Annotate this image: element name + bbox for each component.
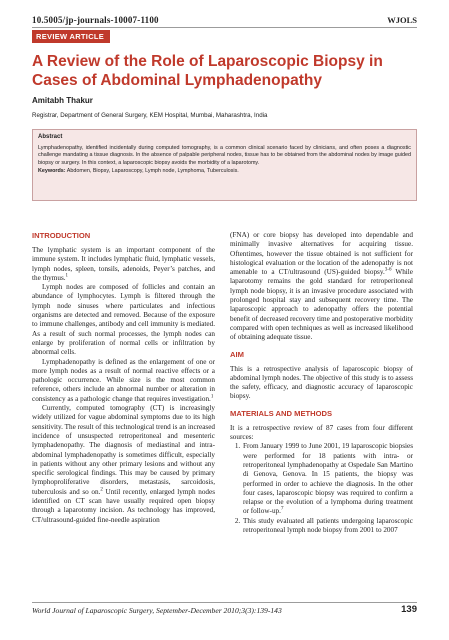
aim-paragraph: This is a retrospective analysis of laparoscopic biopsy of abdominal lymph nodes. The objective of this study is to assess the safety, efficacy, and diagnostic accuracy of laparoscopic biopsy.: [230, 364, 413, 401]
list-item: 2. This study evaluated all patients undergoing laparoscopic retroperitoneal lymph node biopsy from 2001 to 2007: [242, 517, 413, 536]
introduction-heading: INTRODUCTION: [32, 231, 91, 240]
intro-paragraph-5: (FNA) or core biopsy has developed into dependable and minimally invasive alternatives for acquiring tissue. Oftentimes, however the tissue obtained is not sufficient for histological evaluation or the location of the adenopathy is not amenable to a CT/ultrasound (US)-guided biopsy.$^{3-6}$ While laparotomy remains the gold standard for retroperitoneal lymph node biopsy, it is an invasive procedure associated with prolonged hospital stay and subsequent recovery time. The laparoscopic approach to adenopathy offers the potential benefit of decreased recovery time and postoperative morbidity compared with open techniques as well as increased likelihood of obtaining adequate tissue.: [230, 231, 413, 342]
abstract-text: Lymphadenopathy, identified incidentally during computed tomography, is a common clinical scenario faced by clinicians, and often poses a diagnostic challenge mandating a tissue diagnosis. In the absence of palpable peripheral nodes, tissue has to be obtained from the abdominal nodes by image guided biopsy or surgery. In this context, a laparoscopic biopsy avoids the morbidity of a laparotomy.: [38, 144, 411, 166]
footer-citation: World Journal of Laparoscopic Surgery, September-December 2010;3(3):139-143: [32, 606, 282, 615]
sources-list: [230, 442, 413, 535]
list-item: 1. From January 1999 to June 2001, 19 laparoscopic biopsies were performed for 18 patients with intra- or retroperitoneal lymphadenopathy at Ospedale San Martino di Genova, Genova. In 15 patients, the biopsy was performed in order to achieve the diagnosis. In the other four cases, laparoscopic biopsy was required to confirm a relapse or the evolution of a lymphoma during treatment or follow-up.$^7$: [242, 442, 413, 516]
keywords-text: Abdomen, Biopsy, Laparoscopy, Lymph node, Lymphoma, Tuberculosis.: [66, 168, 239, 175]
abstract-label: Abstract: [38, 134, 63, 140]
left-column: [32, 231, 215, 525]
right-column: [230, 231, 413, 535]
article-title: A Review of the Role of Laparoscopic Biopsy in Cases of Abdominal Lymphadenopathy: [32, 53, 383, 89]
reference-marker: 7: [280, 507, 284, 513]
abstract-box: [32, 129, 417, 201]
intro-paragraph-2: Lymph nodes are composed of follicles and contain an abundance of lymphocytes. Lymph is filtered through the lymph node sinuses where particulates and infectious organisms are detected and removed. Because of the exposure to immune challenges, antibody and cell immunity is mediated. As a result of such normal processes, the lymph nodes can enlarge by proliferation of normal cells or infiltration by abnormal cells.: [32, 283, 215, 357]
keywords-label: Keywords:: [38, 168, 66, 175]
intro-paragraph-3: Lymphadenopathy is defined as the enlargement of one or more lymph nodes as a result of normal reactive effects or a pathologic occurrence. While size is the most common reference, others include an abnormal number or alteration in consistency as a pathologic change that requires investigation.$^1$: [32, 357, 215, 403]
footer-divider: [32, 602, 417, 603]
reference-marker: 1: [65, 273, 69, 279]
author-name: Amitabh Thakur: [32, 96, 93, 105]
intro-paragraph-4: Currently, computed tomography (CT) is increasingly widely utilized for vague abdominal symptoms due to its high sensitivity. The result of this technological trend is an increased incidence of unsuspected retroperitoneal and mesenteric lymphadenopathy. The diagnosis of mediastinal and intra-abdominal lymphadenopathy is sometimes difficult, especially in patients without any other primary lesions and without any specific serological findings. This may be caused by primary lymphoproliferative disorders, metastasis, sarcoidosis, tuberculosis and so on.$^2$ Until recently, enlarged lymph nodes identified on CT scan have usually required open biopsy through a laparotomy incision. As technology has improved, CT/ultrasound-guided fine-needle aspiration: [32, 404, 215, 524]
aim-heading: AIM: [230, 349, 244, 359]
doi-label: 10.5005/jp-journals-10007-1100: [32, 15, 159, 25]
journal-abbrev: WJOLS: [387, 15, 417, 25]
keywords-line: [38, 168, 411, 176]
author-affiliation: Registrar, Department of General Surgery, KEM Hospital, Mumbai, Maharashtra, India: [32, 112, 268, 119]
article-type-badge: REVIEW ARTICLE: [32, 30, 110, 43]
reference-marker: 2: [100, 487, 103, 493]
reference-marker: 1: [210, 394, 214, 400]
methods-paragraph: It is a retrospective review of 87 cases from four different sources:: [230, 423, 413, 442]
page-number: 139: [401, 604, 417, 615]
header-divider: [32, 27, 417, 28]
reference-marker: 3-6: [384, 267, 392, 273]
intro-paragraph-1: The lymphatic system is an important component of the immune system. It includes lymphatic fluid, lymphatic vessels, lymph nodes, spleen, tonsils, adenoids, Peyer’s patches, and the thymus.$^1$: [32, 246, 215, 282]
methods-heading: MATERIALS AND METHODS: [230, 408, 333, 418]
